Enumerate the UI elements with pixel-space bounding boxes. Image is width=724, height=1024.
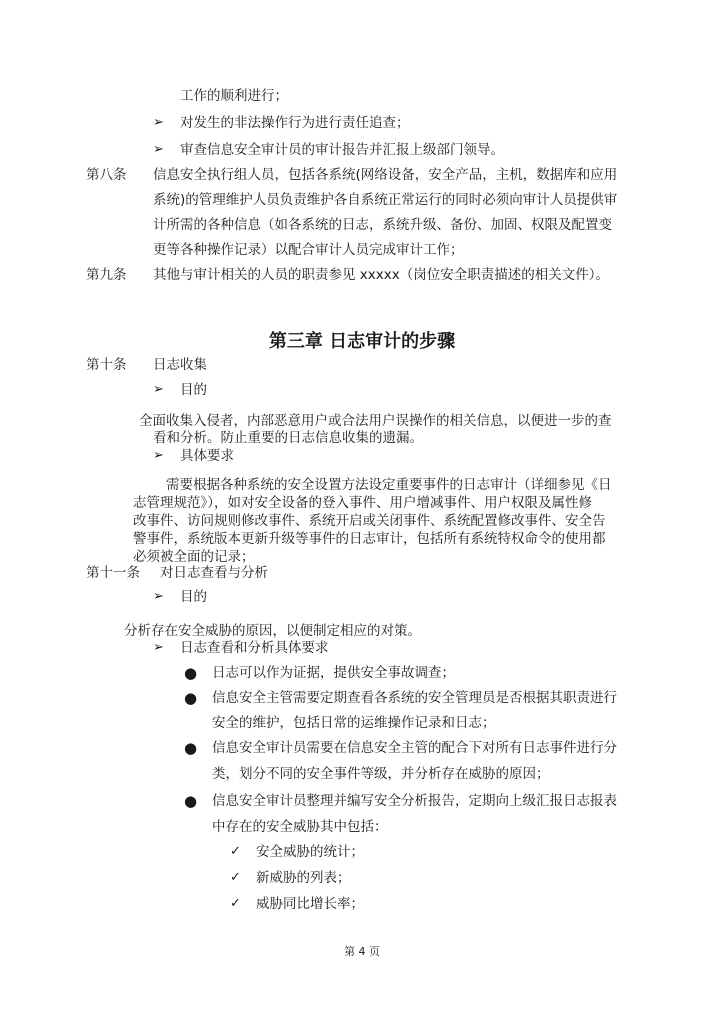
art10-req-line-1: 需要根据各种系统的安全设置方法设定重要事件的日志审计（详细参见《日 xyxy=(166,477,612,493)
art8-label: 第八条 xyxy=(86,167,127,183)
art11-label: 第十一条 xyxy=(86,565,140,581)
art9-text: 其他与审计相关的人员的职责参见 xxxxx（岗位安全职责描述的相关文件）。 xyxy=(153,267,609,283)
art11-bullet-4-line-2: 中存在的安全威胁其中包括： xyxy=(212,819,388,835)
art11-title: 对日志查看与分析 xyxy=(160,565,268,581)
page-number: 第 4 页 xyxy=(344,945,380,958)
art10-req-line-4: 警事件，系统版本更新升级等事件的日志审计，包括所有系统特权命令的使用都 xyxy=(133,531,606,547)
art10-purpose-label: 目的 xyxy=(180,382,207,398)
art10-req-line-2: 志管理规范》），如对安全设备的登入事件、用户增减事件、用户权限及属性修 xyxy=(133,495,592,511)
arrow-bullet-icon: ➢ xyxy=(153,589,164,604)
art11-check-1: 安全威胁的统计； xyxy=(256,844,364,860)
arrow-bullet-icon: ➢ xyxy=(153,640,164,655)
art11-purpose-text: 分析存在安全威胁的原因，以便制定相应的对策。 xyxy=(124,623,421,639)
art11-purpose-label: 目的 xyxy=(180,589,207,605)
art11-req-label: 日志查看和分析具体要求 xyxy=(180,640,329,656)
checkmark-icon: ✓ xyxy=(230,870,241,885)
art8-line-3: 计所需的各种信息（如各系统的日志，系统升级、备份、加固、权限及配置变 xyxy=(153,217,612,233)
arrow-bullet-icon: ➢ xyxy=(153,382,164,397)
art10-label: 第十条 xyxy=(86,357,127,373)
arrow-bullet-icon: ➢ xyxy=(153,142,164,157)
art11-bullet-2-line-1: 信息安全主管需要定期查看各系统的安全管理员是否根据其职责进行 xyxy=(212,690,617,706)
art10-req-label: 具体要求 xyxy=(180,448,234,464)
art7-item-3: 审查信息安全审计员的审计报告并汇报上级部门领导。 xyxy=(180,142,504,158)
art11-check-3: 威胁同比增长率； xyxy=(256,896,364,912)
art11-bullet-2-line-2: 安全的维护，包括日常的运维操作记录和日志； xyxy=(212,715,496,731)
art10-purpose-line-2: 看和分析。防止重要的日志信息收集的遗漏。 xyxy=(153,430,423,446)
art11-bullet-3-line-1: 信息安全审计员需要在信息安全主管的配合下对所有日志事件进行分 xyxy=(212,740,617,756)
art10-req-line-3: 改事件、访问规则修改事件、系统开启或关闭事件、系统配置修改事件、安全告 xyxy=(133,513,606,529)
chapter-title: 第三章 日志审计的步骤 xyxy=(268,331,456,352)
art11-check-2: 新威胁的列表； xyxy=(256,870,351,886)
art10-req-line-5: 必须被全面的记录； xyxy=(133,549,255,565)
art11-bullet-4-line-1: 信息安全审计员整理并编写安全分析报告，定期向上级汇报日志报表 xyxy=(212,793,617,809)
dot-bullet-icon: ● xyxy=(184,664,198,682)
dot-bullet-icon: ● xyxy=(184,792,198,810)
art10-title: 日志收集 xyxy=(153,357,207,373)
arrow-bullet-icon: ➢ xyxy=(153,448,164,463)
art7-item-2: 对发生的非法操作行为进行责任追查； xyxy=(180,115,410,131)
checkmark-icon: ✓ xyxy=(230,844,241,859)
dot-bullet-icon: ● xyxy=(184,739,198,757)
art7-line-cont: 工作的顺利进行； xyxy=(180,88,288,104)
art8-line-4: 更等各种操作记录）以配合审计人员完成审计工作； xyxy=(153,242,464,258)
art11-bullet-3-line-2: 类，划分不同的安全事件等级，并分析存在威胁的原因； xyxy=(212,766,550,782)
art8-line-1: 信息安全执行组人员，包括各系统(网络设备，安全产品，主机，数据库和应用 xyxy=(153,167,618,183)
art8-line-2: 系统)的管理维护人员负责维护各自系统正常运行的同时必须向审计人员提供审 xyxy=(153,192,618,208)
dot-bullet-icon: ● xyxy=(184,689,198,707)
art11-bullet-1-line-1: 日志可以作为证据，提供安全事故调查； xyxy=(212,665,455,681)
art10-purpose-line-1: 全面收集入侵者，内部恶意用户或合法用户误操作的相关信息，以便进一步的查 xyxy=(139,413,612,429)
checkmark-icon: ✓ xyxy=(230,896,241,911)
arrow-bullet-icon: ➢ xyxy=(153,115,164,130)
art9-label: 第九条 xyxy=(86,267,127,283)
